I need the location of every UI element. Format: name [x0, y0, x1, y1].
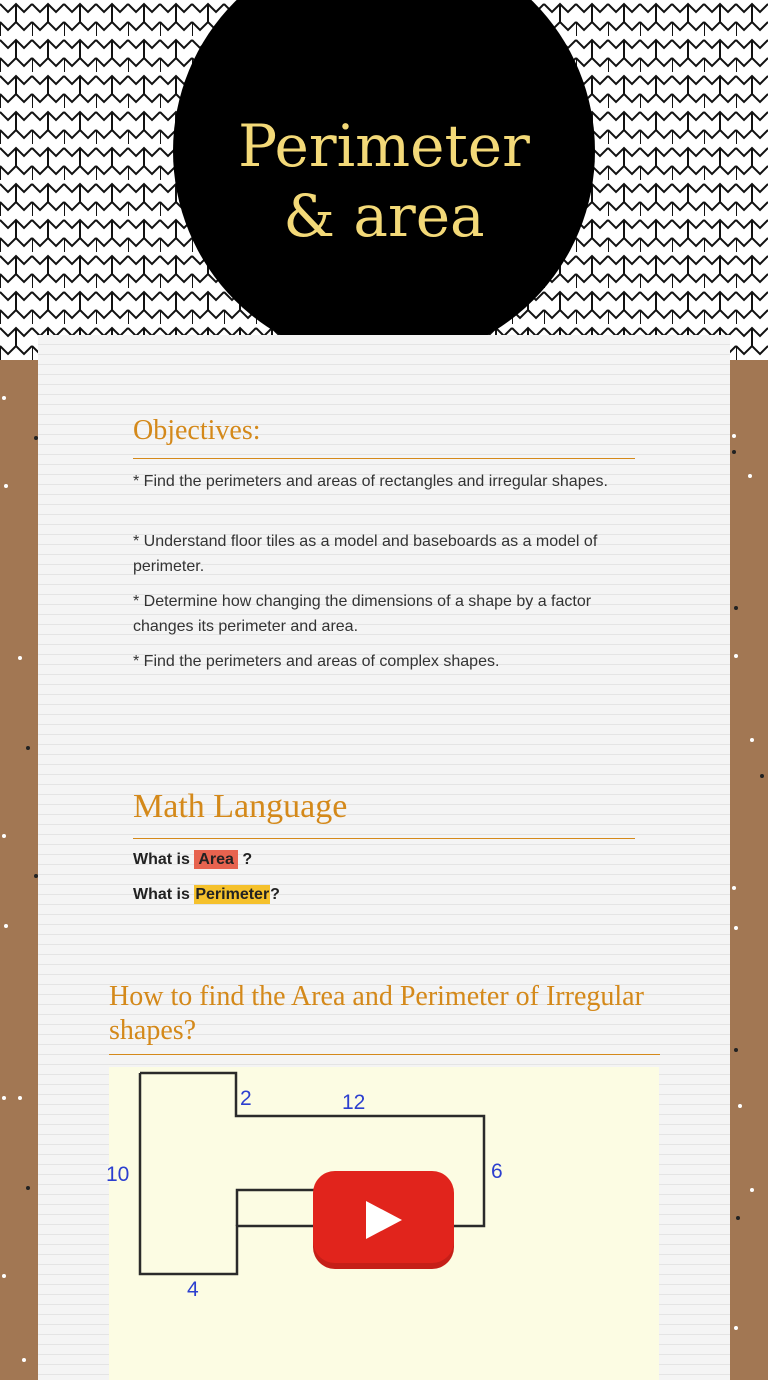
dimension-label: 10	[106, 1163, 130, 1186]
objective-item: * Understand floor tiles as a model and baseboards as a model of perimeter.	[133, 533, 598, 575]
math-language-title: Math Language	[133, 788, 348, 825]
area-question: What is Area ?	[133, 851, 253, 868]
header-banner	[0, 0, 768, 360]
irregular-divider	[109, 1054, 660, 1055]
dimension-label: 6	[491, 1160, 503, 1183]
math-language-divider	[133, 838, 635, 839]
irregular-title: How to find the Area and Perimeter of Irregular shapes?	[109, 981, 644, 1046]
play-icon	[364, 1199, 404, 1241]
page-title: Perimeter & area	[238, 112, 530, 250]
dimension-label: 4	[187, 1278, 199, 1301]
perimeter-question: What is Perimeter?	[133, 886, 280, 903]
objectives-title: Objectives:	[133, 415, 261, 446]
dimension-label: 12	[342, 1091, 366, 1114]
objective-item: * Find the perimeters and areas of complex shapes.	[133, 653, 500, 670]
objective-item: * Determine how changing the dimensions of a shape by a factor changes its perimeter and area.	[133, 593, 592, 635]
area-term: Area	[194, 850, 238, 869]
objectives-divider	[133, 458, 635, 459]
play-button[interactable]	[313, 1171, 454, 1269]
dimension-label: 2	[240, 1087, 252, 1110]
perimeter-term: Perimeter	[195, 886, 270, 903]
objective-item: * Find the perimeters and areas of rectangles and irregular shapes.	[133, 473, 608, 490]
